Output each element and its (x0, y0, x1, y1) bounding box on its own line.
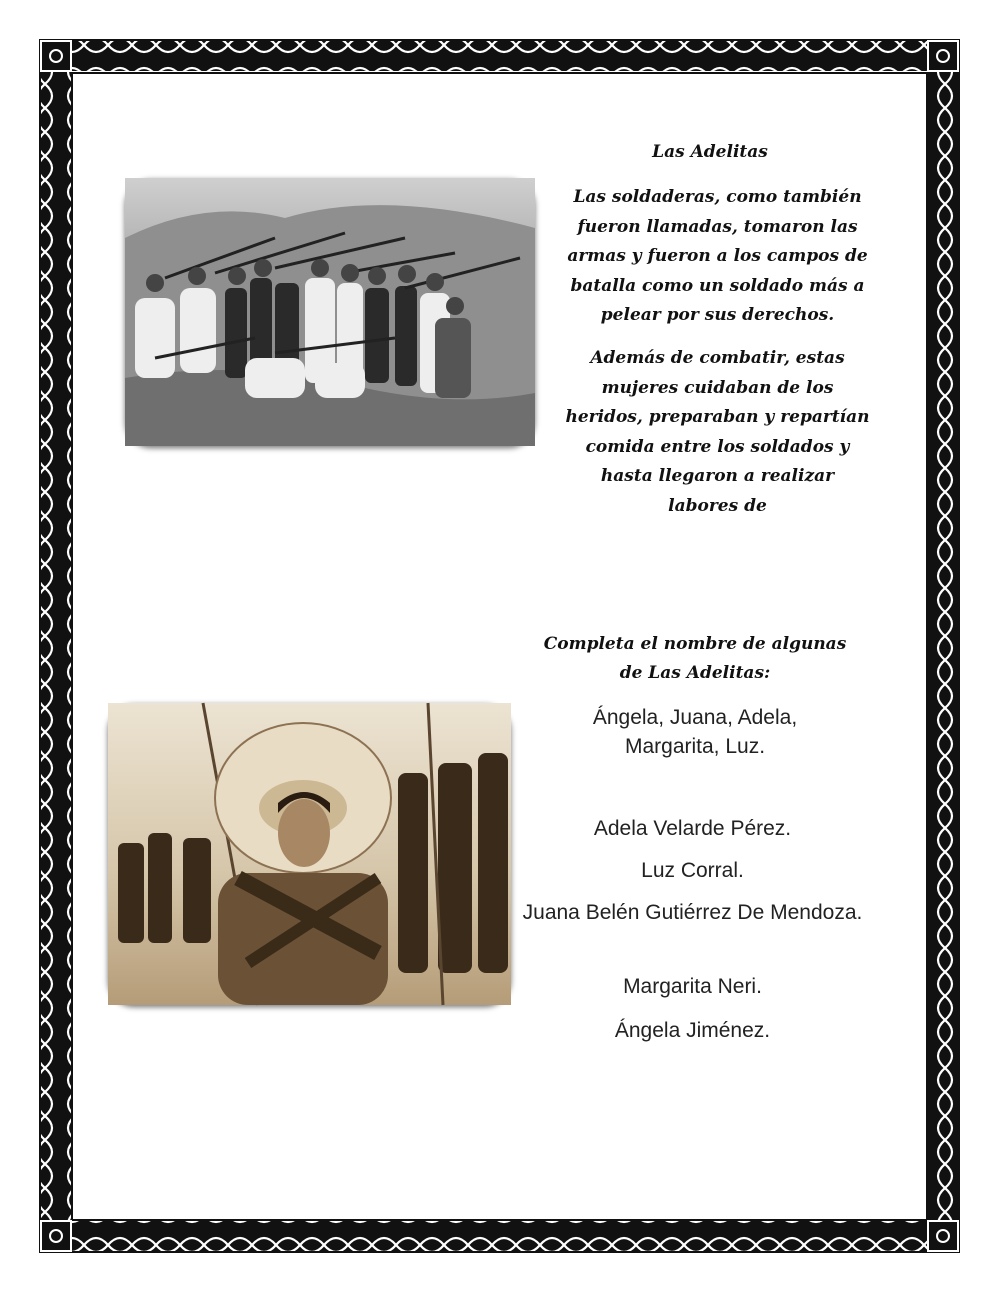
name-hint-list: Ángela, Juana, Adela, Margarita, Luz. (592, 706, 798, 758)
answer-item: Luz Corral. (641, 859, 744, 882)
answer-item: Juana Belén Gutiérrez De Mendoza. (522, 901, 863, 924)
answer-item: Margarita Neri. (623, 975, 762, 998)
adelita-portrait-photo (108, 703, 511, 1005)
exercise-prompt: Completa el nombre de algunas de Las Adelitas: (543, 634, 847, 683)
activities-paragraph: Además de combatir, estas mujeres cuidaban de los heridos, preparaban y repartían comida entre los soldados y hasta llegaron a realizar labores de (565, 348, 870, 516)
answer-item: Adela Velarde Pérez. (593, 817, 792, 840)
section-title: Las Adelitas (652, 142, 768, 162)
intro-paragraph: Las soldaderas, como también fueron llamadas, tomaron las armas y fueron a los campos de batalla como un soldado más a pelear por sus derechos. (567, 187, 868, 325)
answer-item: Ángela Jiménez. (614, 1019, 771, 1042)
soldaderas-group-photo (125, 178, 535, 446)
